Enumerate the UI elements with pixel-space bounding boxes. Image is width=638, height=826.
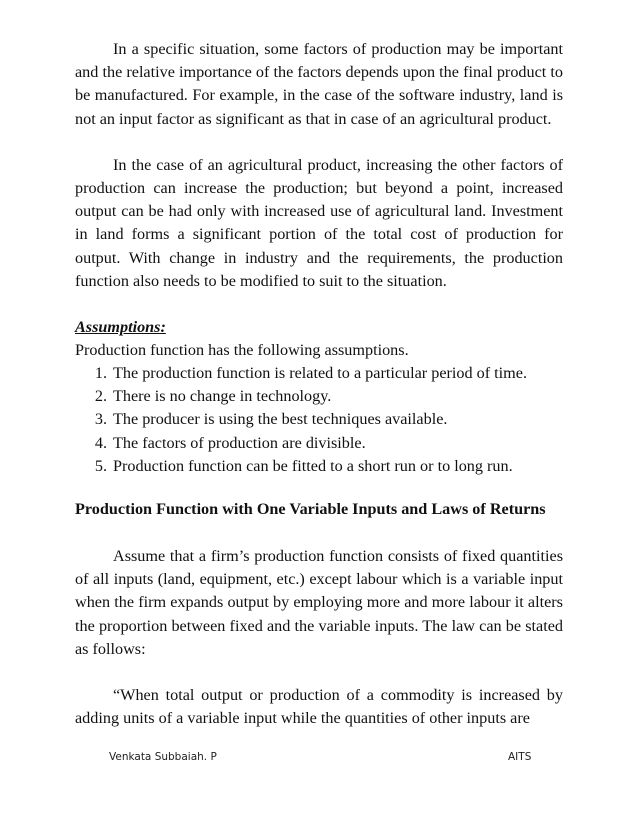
assumptions-heading: Assumptions:: [75, 318, 166, 337]
list-item-text: Production function can be fitted to a short run or to long run.: [113, 456, 513, 475]
assumptions-list: [75, 362, 563, 478]
paragraph-firm-production-function: Assume that a firm’s production function consists of fixed quantities of all inputs (land, equipment, etc.) except labour which is a variable input when the firm expands output by employing more and more labour it alters the proportion between fixed and the variable inputs. The law can be stated as follows:: [75, 547, 563, 658]
footer-author: Venkata Subbaiah. P: [109, 751, 217, 763]
list-item-number: 1.: [94, 364, 107, 383]
paragraph-law-quote: “When total output or production of a commodity is increased by adding units of a variable input while the quantities of other inputs are: [75, 686, 563, 728]
paragraph-agricultural-product: In the case of an agricultural product, increasing the other factors of production can increase the production; but beyond a point, increased output can be had only with increased use of agricultural land. Investment in land forms a significant portion of the total cost of production for output. With change in industry and the requirements, the production function also needs to be modified to suit to the situation.: [75, 155, 563, 290]
list-item-text: There is no change in technology.: [113, 387, 332, 406]
paragraph-factors-importance: In a specific situation, some factors of production may be important and the relative importance of the factors depends upon the final product to be manufactured. For example, in the case of the software industry, land is not an input factor as significant as that in case of an agricultural product.: [75, 40, 563, 128]
assumptions-intro: Production function has the following assumptions.: [75, 341, 409, 360]
section-heading: Production Function with One Variable Inputs and Laws of Returns: [75, 500, 546, 519]
list-item: [75, 362, 563, 385]
list-item-number: 5.: [94, 456, 107, 475]
list-item: [75, 408, 563, 431]
list-item: [75, 385, 563, 408]
list-item-text: The production function is related to a particular period of time.: [113, 364, 527, 383]
list-item-number: 4.: [94, 433, 107, 452]
footer-institution: AITS: [508, 751, 532, 763]
list-item: [75, 432, 563, 455]
list-item: [75, 455, 563, 478]
list-item-text: The producer is using the best techniques available.: [113, 410, 448, 429]
list-item-number: 3.: [94, 410, 107, 429]
list-item-text: The factors of production are divisible.: [113, 433, 366, 452]
page-content: [75, 38, 563, 753]
list-item-number: 2.: [94, 387, 107, 406]
